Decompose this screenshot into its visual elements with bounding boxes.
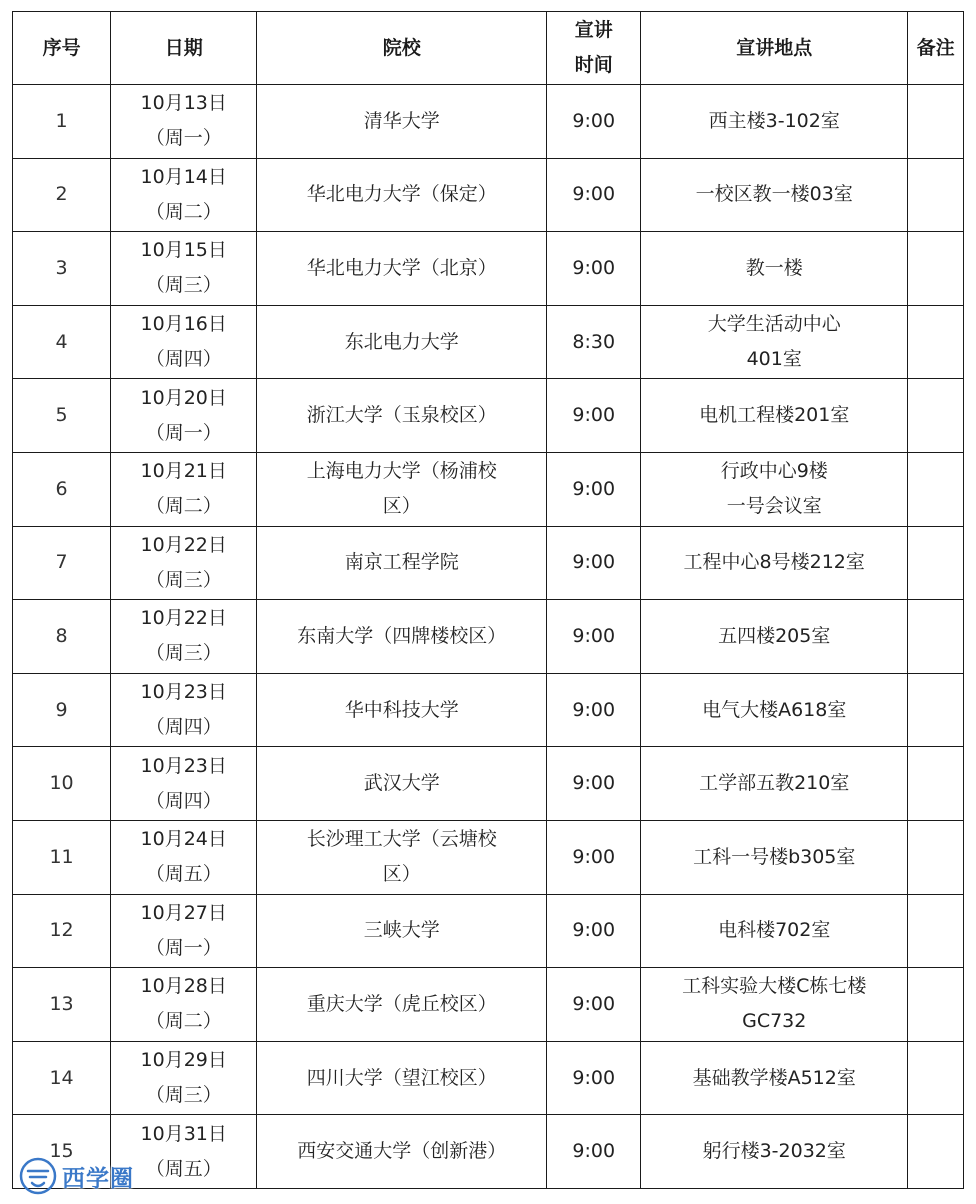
cell-school-line: 上海电力大学（杨浦校 <box>306 460 497 483</box>
cell-time: 8:30 <box>547 305 641 379</box>
cell-school-line: 长沙理工大学（云塘校 <box>306 828 497 851</box>
cell-school <box>257 305 547 379</box>
table-row <box>13 600 964 674</box>
cell-school <box>257 820 547 894</box>
cell-date <box>111 452 257 526</box>
cell-seq: 4 <box>13 305 111 379</box>
cell-date-weekday: （周一） <box>145 421 222 444</box>
table-row <box>13 894 964 968</box>
cell-school <box>257 747 547 821</box>
cell-time: 9:00 <box>547 894 641 968</box>
cell-note <box>908 1115 964 1189</box>
cell-place <box>641 158 908 232</box>
cell-school-line: 华北电力大学（保定） <box>306 183 497 206</box>
cell-school-line: 区） <box>382 495 421 518</box>
cell-date-weekday: （周一） <box>145 127 222 150</box>
cell-note <box>908 232 964 306</box>
cell-date <box>111 820 257 894</box>
table-row <box>13 158 964 232</box>
cell-note <box>908 305 964 379</box>
cell-time: 9:00 <box>547 968 641 1042</box>
cell-place-line: 基础教学楼A512室 <box>692 1066 856 1089</box>
cell-place-line: 教一楼 <box>745 256 803 279</box>
cell-date-day: 10月27日 <box>140 901 227 924</box>
cell-date-day: 10月15日 <box>140 239 227 262</box>
cell-seq: 12 <box>13 894 111 968</box>
cell-time: 9:00 <box>547 673 641 747</box>
cell-time: 9:00 <box>547 747 641 821</box>
cell-note <box>908 673 964 747</box>
cell-school <box>257 894 547 968</box>
cell-school-line: 四川大学（望江校区） <box>306 1066 497 1089</box>
cell-school-line: 东北电力大学 <box>344 330 459 353</box>
cell-school-line: 华北电力大学（北京） <box>306 256 497 279</box>
cell-seq: 10 <box>13 747 111 821</box>
cell-place <box>641 526 908 600</box>
cell-date-weekday: （周三） <box>145 274 222 297</box>
cell-school <box>257 232 547 306</box>
cell-school-line: 南京工程学院 <box>344 551 459 574</box>
cell-school <box>257 158 547 232</box>
cell-place-line: 躬行楼3-2032室 <box>702 1140 846 1163</box>
cell-school-line: 东南大学（四牌楼校区） <box>297 624 507 647</box>
cell-school-line: 西安交通大学（创新港） <box>297 1140 507 1163</box>
cell-date-weekday: （周二） <box>145 200 222 223</box>
cell-note <box>908 379 964 453</box>
lecture-schedule-table <box>12 11 964 1189</box>
cell-place <box>641 968 908 1042</box>
cell-place <box>641 452 908 526</box>
cell-school <box>257 379 547 453</box>
cell-date-weekday: （周四） <box>145 716 222 739</box>
cell-seq: 9 <box>13 673 111 747</box>
cell-date-weekday: （周四） <box>145 348 222 371</box>
cell-note <box>908 820 964 894</box>
cell-place-line: GC732 <box>742 1010 807 1033</box>
cell-seq: 11 <box>13 820 111 894</box>
cell-place <box>641 820 908 894</box>
cell-date-weekday: （周三） <box>145 642 222 665</box>
cell-date <box>111 894 257 968</box>
cell-date-weekday: （周三） <box>145 1084 222 1107</box>
cell-note <box>908 158 964 232</box>
header-time-line2: 时间 <box>574 54 613 76</box>
table-row <box>13 1115 964 1189</box>
cell-date-day: 10月24日 <box>140 828 227 851</box>
cell-place <box>641 85 908 159</box>
header-place: 宣讲地点 <box>641 12 908 85</box>
cell-date-day: 10月28日 <box>140 975 227 998</box>
cell-date-day: 10月22日 <box>140 607 227 630</box>
cell-date-day: 10月31日 <box>140 1122 227 1145</box>
cell-date <box>111 747 257 821</box>
table-row <box>13 1041 964 1115</box>
cell-date-day: 10月29日 <box>140 1049 227 1072</box>
header-date: 日期 <box>111 12 257 85</box>
cell-date <box>111 526 257 600</box>
cell-date-weekday: （周四） <box>145 789 222 812</box>
cell-date <box>111 85 257 159</box>
cell-date-day: 10月21日 <box>140 460 227 483</box>
table-row <box>13 305 964 379</box>
cell-date-day: 10月13日 <box>140 92 227 115</box>
cell-school <box>257 85 547 159</box>
cell-place <box>641 1041 908 1115</box>
cell-date-day: 10月14日 <box>140 165 227 188</box>
cell-school-line: 浙江大学（玉泉校区） <box>306 404 497 427</box>
cell-place <box>641 600 908 674</box>
cell-seq: 5 <box>13 379 111 453</box>
cell-place <box>641 379 908 453</box>
cell-school-line: 武汉大学 <box>363 772 440 795</box>
cell-time: 9:00 <box>547 232 641 306</box>
cell-note <box>908 85 964 159</box>
cell-school <box>257 968 547 1042</box>
cell-note <box>908 968 964 1042</box>
header-row <box>13 12 964 85</box>
cell-seq: 2 <box>13 158 111 232</box>
cell-school <box>257 1115 547 1189</box>
cell-date <box>111 1041 257 1115</box>
cell-place-line: 电科楼702室 <box>718 919 831 942</box>
cell-school <box>257 673 547 747</box>
table-row <box>13 820 964 894</box>
cell-date-day: 10月23日 <box>140 681 227 704</box>
cell-place <box>641 305 908 379</box>
cell-place-line: 西主楼3-102室 <box>708 109 840 132</box>
cell-school-line: 清华大学 <box>363 109 440 132</box>
cell-place <box>641 673 908 747</box>
cell-note <box>908 747 964 821</box>
table-row <box>13 526 964 600</box>
cell-note <box>908 452 964 526</box>
cell-time: 9:00 <box>547 1041 641 1115</box>
cell-school-line: 重庆大学（虎丘校区） <box>306 992 497 1015</box>
cell-note <box>908 1041 964 1115</box>
cell-place-line: 工学部五教210室 <box>699 772 850 795</box>
cell-date <box>111 232 257 306</box>
cell-place <box>641 1115 908 1189</box>
cell-time: 9:00 <box>547 820 641 894</box>
cell-date-day: 10月23日 <box>140 754 227 777</box>
cell-note <box>908 894 964 968</box>
cell-place-line: 401室 <box>746 348 802 371</box>
cell-place-line: 工程中心8号楼212室 <box>683 551 865 574</box>
table-row <box>13 379 964 453</box>
cell-place <box>641 232 908 306</box>
cell-seq: 6 <box>13 452 111 526</box>
cell-school <box>257 1041 547 1115</box>
cell-time: 9:00 <box>547 600 641 674</box>
cell-date-day: 10月22日 <box>140 533 227 556</box>
cell-time: 9:00 <box>547 158 641 232</box>
cell-date-weekday: （周二） <box>145 1010 222 1033</box>
cell-place-line: 行政中心9楼 <box>720 460 828 483</box>
cell-time: 9:00 <box>547 85 641 159</box>
table-row <box>13 747 964 821</box>
cell-school <box>257 526 547 600</box>
cell-school-line: 华中科技大学 <box>344 698 459 721</box>
cell-place-line: 工科实验大楼C栋七楼 <box>682 975 867 998</box>
cell-date-weekday: （周五） <box>145 1157 222 1180</box>
cell-date <box>111 600 257 674</box>
cell-place-line: 一号会议室 <box>726 495 822 518</box>
cell-date-day: 10月16日 <box>140 313 227 336</box>
cell-place <box>641 894 908 968</box>
header-time <box>547 12 641 85</box>
cell-date-weekday: （周五） <box>145 863 222 886</box>
header-note: 备注 <box>908 12 964 85</box>
watermark-text: 西学圈 <box>62 1165 134 1192</box>
cell-date <box>111 1115 257 1189</box>
cell-date <box>111 968 257 1042</box>
cell-place-line: 电机工程楼201室 <box>699 404 850 427</box>
cell-place-line: 电气大楼A618室 <box>702 698 847 721</box>
cell-school-line: 三峡大学 <box>363 919 440 942</box>
header-school: 院校 <box>257 12 547 85</box>
cell-date <box>111 158 257 232</box>
cell-date <box>111 379 257 453</box>
cell-place-line: 一校区教一楼03室 <box>695 183 853 206</box>
cell-seq: 1 <box>13 85 111 159</box>
cell-school <box>257 600 547 674</box>
table-row <box>13 452 964 526</box>
cell-seq: 15 <box>13 1115 111 1189</box>
cell-place <box>641 747 908 821</box>
cell-date-weekday: （周三） <box>145 568 222 591</box>
cell-note <box>908 526 964 600</box>
cell-seq: 14 <box>13 1041 111 1115</box>
table-row <box>13 232 964 306</box>
cell-time: 9:00 <box>547 379 641 453</box>
cell-place-line: 工科一号楼b305室 <box>693 845 856 868</box>
cell-seq: 3 <box>13 232 111 306</box>
table-row <box>13 673 964 747</box>
cell-seq: 8 <box>13 600 111 674</box>
cell-place-line: 五四楼205室 <box>718 624 831 647</box>
cell-school <box>257 452 547 526</box>
header-seq: 序号 <box>13 12 111 85</box>
cell-seq: 13 <box>13 968 111 1042</box>
header-time-line1: 宣讲 <box>574 19 613 41</box>
cell-date <box>111 305 257 379</box>
cell-date-weekday: （周一） <box>145 936 222 959</box>
cell-place-line: 大学生活动中心 <box>707 313 841 336</box>
cell-time: 9:00 <box>547 452 641 526</box>
table-row <box>13 968 964 1042</box>
cell-school-line: 区） <box>382 863 421 886</box>
cell-note <box>908 600 964 674</box>
cell-time: 9:00 <box>547 526 641 600</box>
table-row <box>13 85 964 159</box>
cell-date-weekday: （周二） <box>145 495 222 518</box>
cell-time: 9:00 <box>547 1115 641 1189</box>
cell-date <box>111 673 257 747</box>
cell-date-day: 10月20日 <box>140 386 227 409</box>
cell-seq: 7 <box>13 526 111 600</box>
